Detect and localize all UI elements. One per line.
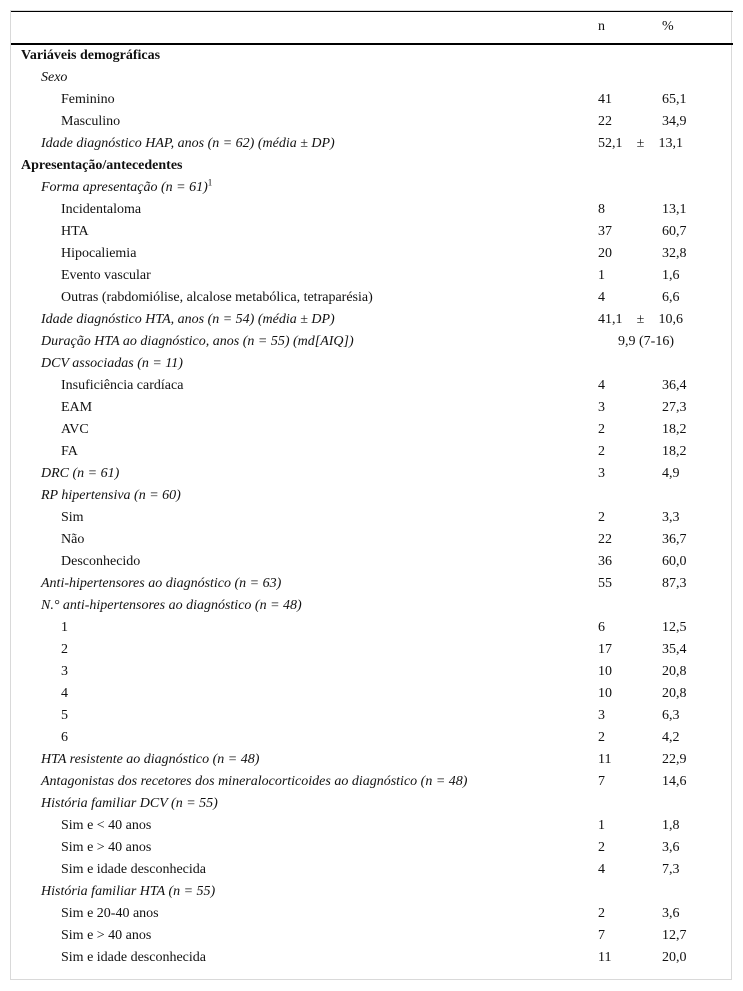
n-value: 6 — [598, 619, 605, 635]
table-row — [11, 331, 733, 353]
percent-value — [652, 793, 733, 815]
percent-value: 36,4 — [662, 377, 687, 393]
row-label — [11, 683, 588, 705]
percent-value: 4,2 — [662, 729, 680, 745]
row-label — [11, 353, 588, 375]
table-row — [11, 639, 733, 661]
percent-value: 6,3 — [662, 707, 680, 723]
row-label-text: HTA — [61, 223, 89, 239]
table-row — [11, 419, 733, 441]
percent-value: 36,7 — [662, 531, 687, 547]
row-label — [11, 507, 588, 529]
percent-value — [652, 353, 733, 375]
row-label-text: Sim e < 40 anos — [61, 817, 152, 833]
row-label-text: RP hipertensiva (n = 60) — [41, 487, 181, 503]
row-label — [11, 287, 588, 309]
percent-value — [652, 67, 733, 89]
row-label — [11, 793, 588, 815]
percent-value: 18,2 — [662, 421, 687, 437]
table-body — [11, 44, 733, 969]
n-value: 17 — [598, 641, 612, 657]
row-label-text: Idade diagnóstico HTA, anos (n = 54) (média ± DP) — [41, 311, 335, 327]
percent-value: 14,6 — [662, 773, 687, 789]
percent-value: 32,8 — [662, 245, 687, 261]
n-value — [588, 353, 652, 375]
percent-value — [652, 44, 733, 67]
section-header-row — [11, 44, 733, 67]
n-value — [588, 155, 652, 177]
table-row — [11, 573, 733, 595]
n-value: 11 — [598, 751, 612, 767]
row-label-text: N.° anti-hipertensores ao diagnóstico (n = 48) — [41, 597, 302, 613]
percent-value: 18,2 — [662, 443, 687, 459]
table-row — [11, 705, 733, 727]
percent-value — [652, 177, 733, 199]
table-row — [11, 463, 733, 485]
n-value — [588, 177, 652, 199]
n-value: 22 — [598, 531, 612, 547]
n-value — [588, 485, 652, 507]
table-row — [11, 903, 733, 925]
table-row — [11, 265, 733, 287]
table-row — [11, 727, 733, 749]
table-header-row — [11, 12, 733, 44]
row-label-text: Sim e 20-40 anos — [61, 905, 159, 921]
n-value: 2 — [598, 729, 605, 745]
n-value: 2 — [598, 509, 605, 525]
row-label — [11, 133, 588, 155]
row-label — [11, 881, 588, 903]
header-n: n — [588, 12, 652, 44]
row-label-text: Forma apresentação (n = 61) — [41, 179, 208, 195]
n-value: 2 — [598, 421, 605, 437]
row-label-text: Antagonistas dos recetores dos mineralocorticoides ao diagnóstico (n = 48) — [41, 773, 468, 789]
n-value: 3 — [598, 399, 605, 415]
percent-value: 7,3 — [662, 861, 680, 877]
n-value — [588, 793, 652, 815]
sd-value: 13,1 — [658, 135, 683, 151]
row-label-text: Incidentaloma — [61, 201, 142, 217]
table-row — [11, 485, 733, 507]
row-label — [11, 375, 588, 397]
table-row — [11, 441, 733, 463]
n-value: 37 — [598, 223, 612, 239]
row-label-text: Apresentação/antecedentes — [21, 157, 183, 173]
percent-value: 3,6 — [662, 839, 680, 855]
table-row — [11, 683, 733, 705]
row-label — [11, 573, 588, 595]
row-label — [11, 705, 588, 727]
row-label-text: Sim — [61, 509, 84, 525]
n-value: 41 — [598, 91, 612, 107]
row-label-text: Não — [61, 531, 85, 547]
n-value: 3 — [598, 465, 605, 481]
n-value: 4 — [598, 861, 605, 877]
percent-value: 6,6 — [662, 289, 680, 305]
mean-value: 52,1 — [598, 135, 623, 151]
row-label — [11, 815, 588, 837]
n-value: 20 — [598, 245, 612, 261]
row-label — [11, 749, 588, 771]
section-header-row — [11, 155, 733, 177]
row-label — [11, 397, 588, 419]
row-label — [11, 177, 588, 199]
percent-value: 3,3 — [662, 509, 680, 525]
n-value: 8 — [598, 201, 605, 217]
row-label-text: DCV associadas (n = 11) — [41, 355, 183, 371]
row-label — [11, 485, 588, 507]
percent-value — [652, 881, 733, 903]
row-label-text: DRC (n = 61) — [41, 465, 120, 481]
row-label-text: Insuficiência cardíaca — [61, 377, 184, 393]
n-value: 4 — [598, 377, 605, 393]
percent-value: 34,9 — [662, 113, 687, 129]
row-label-text: História familiar DCV (n = 55) — [41, 795, 218, 811]
sd-value: 10,6 — [658, 311, 683, 327]
row-label-text: Anti-hipertensores ao diagnóstico (n = 63) — [41, 575, 282, 591]
row-label — [11, 947, 588, 969]
percent-value — [652, 155, 733, 177]
table-row — [11, 771, 733, 793]
row-label-text: 4 — [61, 685, 68, 701]
table-row — [11, 617, 733, 639]
row-label — [11, 859, 588, 881]
row-label — [11, 595, 588, 617]
table-row — [11, 815, 733, 837]
row-label — [11, 551, 588, 573]
table-row — [11, 749, 733, 771]
row-label-text: Hipocaliemia — [61, 245, 137, 261]
row-label — [11, 925, 588, 947]
table-row — [11, 177, 733, 199]
table-row — [11, 529, 733, 551]
row-label-text: Masculino — [61, 113, 121, 129]
percent-value: 1,8 — [662, 817, 680, 833]
table-row — [11, 551, 733, 573]
percent-value: 3,6 — [662, 905, 680, 921]
table-row — [11, 859, 733, 881]
table-row — [11, 925, 733, 947]
row-label-text: HTA resistente ao diagnóstico (n = 48) — [41, 751, 260, 767]
row-label — [11, 529, 588, 551]
table-row — [11, 111, 733, 133]
row-label-text: Idade diagnóstico HAP, anos (n = 62) (média ± DP) — [41, 135, 335, 151]
row-label — [11, 463, 588, 485]
row-label-text: Outras (rabdomiólise, alcalose metabólica, tetraparésia) — [61, 289, 373, 305]
percent-value: 4,9 — [662, 465, 680, 481]
n-value: 1 — [598, 267, 605, 283]
percent-value: 60,0 — [662, 553, 687, 569]
median-iqr-cell: 9,9 (7-16) — [618, 333, 674, 349]
table-row — [11, 397, 733, 419]
row-label — [11, 221, 588, 243]
percent-value — [652, 485, 733, 507]
row-label — [11, 265, 588, 287]
mean-sd-cell — [588, 133, 733, 155]
percent-value: 12,5 — [662, 619, 687, 635]
percent-value: 22,9 — [662, 751, 687, 767]
row-label-text: Variáveis demográficas — [21, 47, 161, 63]
row-label — [11, 771, 588, 793]
n-value: 3 — [598, 707, 605, 723]
row-label — [11, 639, 588, 661]
row-label-text: História familiar HTA (n = 55) — [41, 883, 216, 899]
row-label-text: AVC — [61, 421, 89, 437]
percent-value: 12,7 — [662, 927, 687, 943]
percent-value: 35,4 — [662, 641, 687, 657]
mean-sd-cell — [588, 309, 733, 331]
table-row — [11, 67, 733, 89]
row-label-text: 1 — [61, 619, 68, 635]
row-label — [11, 419, 588, 441]
n-value: 2 — [598, 905, 605, 921]
percent-value: 1,6 — [662, 267, 680, 283]
row-label-text: Duração HTA ao diagnóstico, anos (n = 55) (md[AIQ]) — [41, 333, 354, 349]
n-value: 7 — [598, 773, 605, 789]
row-label — [11, 309, 588, 331]
n-value: 55 — [598, 575, 612, 591]
table-row — [11, 199, 733, 221]
n-value — [588, 67, 652, 89]
row-label — [11, 155, 588, 177]
table-row — [11, 881, 733, 903]
percent-value: 87,3 — [662, 575, 687, 591]
table-row — [11, 947, 733, 969]
row-label — [11, 903, 588, 925]
table-row — [11, 595, 733, 617]
plus-minus-sign: ± — [636, 311, 645, 327]
row-label — [11, 331, 588, 353]
percent-value: 20,8 — [662, 685, 687, 701]
table-row — [11, 133, 733, 155]
header-label — [11, 12, 588, 44]
n-value: 4 — [598, 289, 605, 305]
n-value — [588, 44, 652, 67]
header-percent: % — [652, 12, 733, 44]
row-label-text: Sim e idade desconhecida — [61, 861, 207, 877]
n-value: 22 — [598, 113, 612, 129]
n-value: 11 — [598, 949, 612, 965]
n-value: 10 — [598, 685, 612, 701]
row-label-text: Evento vascular — [61, 267, 151, 283]
table-row — [11, 221, 733, 243]
n-value: 10 — [598, 663, 612, 679]
row-label-text: Feminino — [61, 91, 115, 107]
row-label-text: 3 — [61, 663, 68, 679]
n-value: 36 — [598, 553, 612, 569]
row-label — [11, 727, 588, 749]
footnote-marker: 1 — [207, 176, 213, 187]
table-row — [11, 793, 733, 815]
n-value: 1 — [598, 817, 605, 833]
n-value: 2 — [598, 839, 605, 855]
n-value — [588, 881, 652, 903]
table-row — [11, 309, 733, 331]
n-value — [588, 595, 652, 617]
row-label — [11, 44, 588, 67]
table-row — [11, 89, 733, 111]
table-row — [11, 287, 733, 309]
demographics-table — [11, 11, 733, 969]
row-label-text: Sim e > 40 anos — [61, 839, 152, 855]
row-label — [11, 89, 588, 111]
row-label — [11, 617, 588, 639]
row-label — [11, 441, 588, 463]
row-label-text: FA — [61, 443, 78, 459]
row-label-text: Sim e > 40 anos — [61, 927, 152, 943]
table-row — [11, 507, 733, 529]
percent-value: 65,1 — [662, 91, 687, 107]
row-label — [11, 661, 588, 683]
n-value: 2 — [598, 443, 605, 459]
row-label — [11, 199, 588, 221]
percent-value: 60,7 — [662, 223, 687, 239]
row-label-text: Sim e idade desconhecida — [61, 949, 207, 965]
percent-value — [652, 595, 733, 617]
percent-value: 27,3 — [662, 399, 687, 415]
table-container — [10, 10, 732, 980]
row-label-text: 6 — [61, 729, 68, 745]
row-label-text: 5 — [61, 707, 68, 723]
row-label — [11, 67, 588, 89]
percent-value: 20,0 — [662, 949, 687, 965]
table-row — [11, 837, 733, 859]
row-label — [11, 111, 588, 133]
percent-value: 13,1 — [662, 201, 687, 217]
n-value: 7 — [598, 927, 605, 943]
table-row — [11, 375, 733, 397]
table-row — [11, 661, 733, 683]
plus-minus-sign: ± — [636, 135, 645, 151]
table-row — [11, 353, 733, 375]
table-row — [11, 243, 733, 265]
percent-value: 20,8 — [662, 663, 687, 679]
row-label-text: Desconhecido — [61, 553, 141, 569]
row-label — [11, 243, 588, 265]
mean-value: 41,1 — [598, 311, 623, 327]
row-label — [11, 837, 588, 859]
row-label-text: EAM — [61, 399, 93, 415]
row-label-text: Sexo — [41, 69, 68, 85]
row-label-text: 2 — [61, 641, 68, 657]
